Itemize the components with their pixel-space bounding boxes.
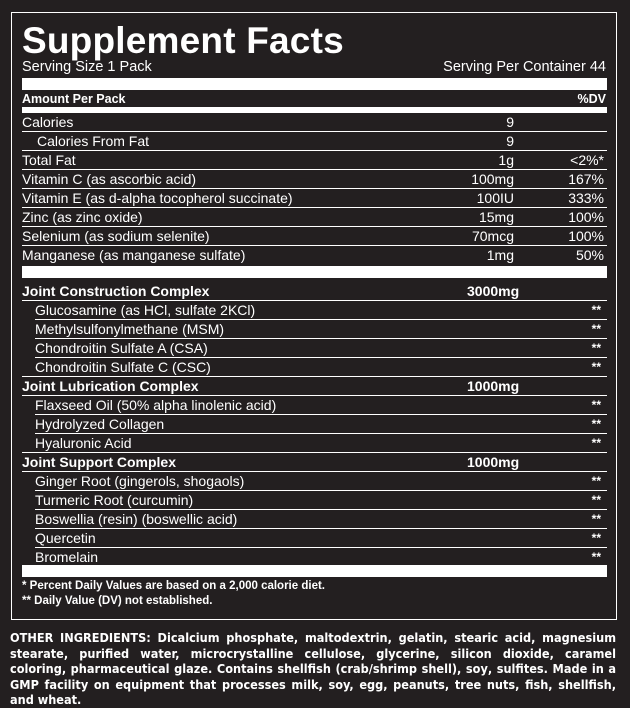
amount-header: [22, 91, 606, 107]
ingredient-row: [35, 415, 607, 434]
complex-name: Joint Construction Complex: [22, 283, 210, 299]
complex-header-row: [22, 282, 607, 301]
other-ingredients-text: . Made in a GMP facility on equipment that processes milk, soy, egg, peanuts, tree nuts, fish, shellfish, and wheat.: [10, 661, 616, 707]
nutrient-amount: 100mg: [471, 171, 514, 187]
ingredient-name: Glucosamine (as HCl, sulfate 2KCl): [35, 302, 256, 318]
dv-label: %DV: [577, 92, 606, 106]
nutrient-name: Vitamin C (as ascorbic acid): [22, 171, 197, 187]
footnote-percent-dv: * Percent Daily Values are based on a 2,000 calorie diet.: [22, 580, 325, 592]
nutrient-dv: <2%*: [570, 152, 604, 168]
nutrient-amount: 1mg: [486, 247, 514, 263]
nutrient-dv: 100%: [568, 228, 604, 244]
supplement-facts-panel: [11, 12, 617, 620]
ingredient-name: Turmeric Root (curcumin): [35, 492, 194, 508]
nutrient-name: Calories: [22, 114, 74, 130]
footnote-dv-not-established: ** Daily Value (DV) not established.: [22, 594, 213, 607]
ingredient-dv: **: [591, 550, 601, 564]
nutrient-name: Calories From Fat: [37, 133, 150, 149]
ingredient-row: [35, 339, 607, 358]
ingredient-dv: **: [591, 322, 601, 336]
nutrient-row: [22, 170, 607, 189]
amount-per-pack-label: Amount Per Pack: [22, 92, 126, 106]
nutrient-row: [22, 132, 607, 151]
thick-divider-bottom: [22, 565, 607, 577]
ingredient-row: [35, 320, 607, 339]
ingredient-name: Chondroitin Sulfate A (CSA): [35, 340, 208, 356]
ingredient-name: Chondroitin Sulfate C (CSC): [35, 359, 211, 375]
thick-divider-top: [22, 78, 607, 90]
ingredient-dv: **: [591, 512, 601, 526]
ingredient-row: [22, 434, 607, 453]
allergen-sulfites: sulfites: [496, 661, 544, 676]
ingredient-row: [35, 510, 607, 529]
ingredient-row: [22, 358, 607, 377]
nutrient-amount: 15mg: [478, 209, 514, 225]
ingredient-dv: **: [591, 493, 601, 507]
ingredient-row: [35, 301, 607, 320]
nutrient-name: Zinc (as zinc oxide): [22, 209, 143, 225]
nutrient-name: Manganese (as manganese sulfate): [22, 247, 246, 263]
complex-list: [22, 282, 607, 567]
nutrient-dv: 333%: [568, 190, 604, 206]
allergen-shellfish: shellfish: [277, 661, 331, 676]
nutrient-amount: 9: [506, 114, 514, 130]
footnotes: [22, 579, 325, 608]
serving-info: [22, 58, 606, 76]
nutrient-dv: 167%: [568, 171, 604, 187]
ingredient-name: Bromelain: [35, 549, 99, 565]
panel-title: Supplement Facts: [22, 20, 344, 61]
nutrient-name: Selenium (as sodium selenite): [22, 228, 210, 244]
nutrient-amount: 100IU: [476, 190, 514, 206]
ingredient-dv: **: [591, 303, 601, 317]
ingredient-name: Boswellia (resin) (boswellic acid): [35, 511, 238, 527]
nutrient-amount: 9: [506, 133, 514, 149]
ingredient-name: Flaxseed Oil (50% alpha linolenic acid): [35, 397, 277, 413]
nutrient-name: Total Fat: [22, 152, 76, 168]
ingredient-row: [35, 472, 607, 491]
complex-amount: 1000mg: [467, 454, 520, 470]
ingredient-name: Ginger Root (gingerols, shogaols): [35, 473, 245, 489]
nutrient-dv: 50%: [575, 247, 604, 263]
complex-amount: 3000mg: [467, 283, 520, 299]
other-ingredients-label: OTHER INGREDIENTS:: [10, 630, 151, 645]
serving-size: Serving Size 1 Pack: [22, 59, 152, 75]
nutrient-row: [22, 189, 607, 208]
ingredient-dv: **: [591, 474, 601, 488]
nutrient-row: [22, 227, 607, 246]
nutrient-amount: 1g: [498, 152, 514, 168]
ingredient-row: [35, 491, 607, 510]
nutrient-row: [22, 208, 607, 227]
ingredient-name: Quercetin: [35, 530, 96, 546]
other-ingredients-text: (crab/shrimp shell),: [330, 661, 466, 676]
ingredient-name: Hyaluronic Acid: [35, 435, 132, 451]
nutrient-dv: 100%: [568, 209, 604, 225]
allergen-soy: soy: [465, 661, 488, 676]
nutrient-amount: 70mcg: [471, 228, 514, 244]
complex-amount: 1000mg: [467, 378, 520, 394]
thick-divider-middle: [22, 266, 607, 278]
ingredient-dv: **: [591, 398, 601, 412]
ingredient-dv: **: [591, 436, 601, 450]
other-ingredients-text: Dicalcium phosphate, maltodextrin, gelatin, stearic acid, magnesium stearate, purified water, microcrystalline cellulose, glycerine, silicon dioxide, caramel coloring, pharmaceutical glaze. Contains: [10, 630, 616, 676]
complex-header-row: [22, 453, 607, 472]
complex-name: Joint Lubrication Complex: [22, 378, 199, 394]
ingredient-name: Methylsulfonylmethane (MSM): [35, 321, 225, 337]
other-ingredients: [10, 630, 616, 708]
ingredient-dv: **: [591, 341, 601, 355]
nutrient-list: [22, 113, 607, 265]
ingredient-dv: **: [591, 417, 601, 431]
complex-name: Joint Support Complex: [22, 454, 176, 470]
nutrient-name: Vitamin E (as d-alpha tocopherol succinate): [22, 190, 293, 206]
ingredient-dv: **: [591, 360, 601, 374]
nutrient-row: [22, 151, 607, 170]
ingredient-row: [35, 396, 607, 415]
nutrient-row: [22, 246, 607, 265]
servings-per-container: Serving Per Container 44: [443, 59, 606, 75]
complex-header-row: [22, 377, 607, 396]
ingredient-name: Hydrolyzed Collagen: [35, 416, 165, 432]
ingredient-row: [35, 529, 607, 548]
ingredient-dv: **: [591, 531, 601, 545]
nutrient-row: [22, 113, 607, 132]
other-ingredients-text: ,: [487, 661, 497, 676]
